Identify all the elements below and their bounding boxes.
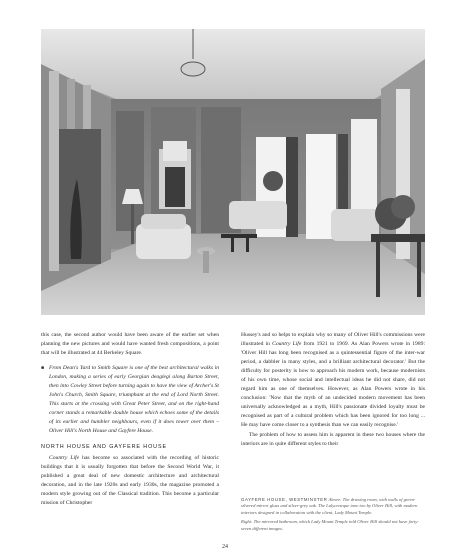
caption-1	[241, 497, 425, 516]
drawing-room-photo-illustration	[41, 29, 425, 315]
body-paragraph-3-text-b: from 1921 to 1969. As Alan Powers wrote in 1989: 'Oliver Hill has long been recognised as a quintessential figure of the inter-war period, a dabbler in many styles, and a brilliant architectural decorator.' But the difficulty for posterity is how to approach his modern work, because modernists of his own time, whose social and intellectual ideas he did not share, did not regard him as one of themselves. However, as Alan Powers wrote in his conclusion: 'Now that the myth of an undecided modern movement has been universally acknowledged as a myth, Hill's passionate divided loyalty must be recognised as part of a cultural problem which has been ignored for too long ... He may have come closer to a synthesis than we can easily recognise.'	[241, 341, 425, 429]
right-text-column	[241, 331, 425, 449]
pull-note	[41, 364, 219, 436]
photo-captions	[241, 497, 425, 535]
section-heading: NORTH HOUSE AND GAYFERE HOUSE	[41, 443, 167, 450]
caption-1-text: Above: The drawing room, with walls of green-silvered mirror glass and silver-grey oak. The Lalyceneque tone too by Oliver Hill, with modern interiors designed in collaboration with the client, Lady Mount Temple.	[241, 497, 418, 515]
body-paragraph-1: this case, the second author would have been aware of the earlier set when planning the new pictures and would have wanted fresh compositions, a point that will be illustrated at 44 Berkeley Square.	[41, 332, 219, 357]
caption-1-lead: GAYFERE HOUSE, WESTMINSTER	[241, 497, 328, 502]
magazine-title: Country Life	[49, 454, 80, 461]
body-paragraph-4: The problem of how to assess him is apparent in these two houses where the interiors are in quite different styles to their	[241, 431, 425, 447]
bullet-square-icon: ■	[41, 366, 45, 372]
body-paragraph-2	[41, 454, 219, 508]
page-number: 24	[222, 544, 228, 550]
body-paragraph-3	[241, 331, 425, 431]
left-text-column	[41, 331, 219, 508]
magazine-title: Country Life	[272, 341, 302, 348]
body-paragraph-2-text: has become so associated with the recording of historic buildings that it is usually forgotten that before the Second World War, it published a great deal of new domestic architecture and architectural decoration, and in the late 1920s and early 1930s, the magazine promoted a modern style growing out of the Classical tradition. This become a particular mission of Christopher	[41, 454, 220, 506]
interior-photograph	[41, 29, 425, 315]
body-paragraph-3-text-a: Hussey's and so helps to explain why so many of Oliver Hill's commissions were illustrated in	[241, 332, 425, 348]
caption-2: Right: The mirrored bathroom, which Lady Mount Temple told Oliver Hill should not have forty-seven different images.	[241, 519, 419, 531]
pull-note-text: From Dean's Yard to Smith Square is one of the best architectural walks in London, making a series of early Georgian deaglegi along Barton Street, then into Cowley Street before turning again to have the view of Archer's St John's Church, Smith Square, triumphant at the end of Lord North Street. This starts at the crossing with Great Peter Street, and on the right-hand corner stands a remarkable double house which echoes some of the details of its earlier and humbler neighbours, even if it does tower over them – Oliver Hill's North House and Gayfere House.	[49, 365, 219, 435]
